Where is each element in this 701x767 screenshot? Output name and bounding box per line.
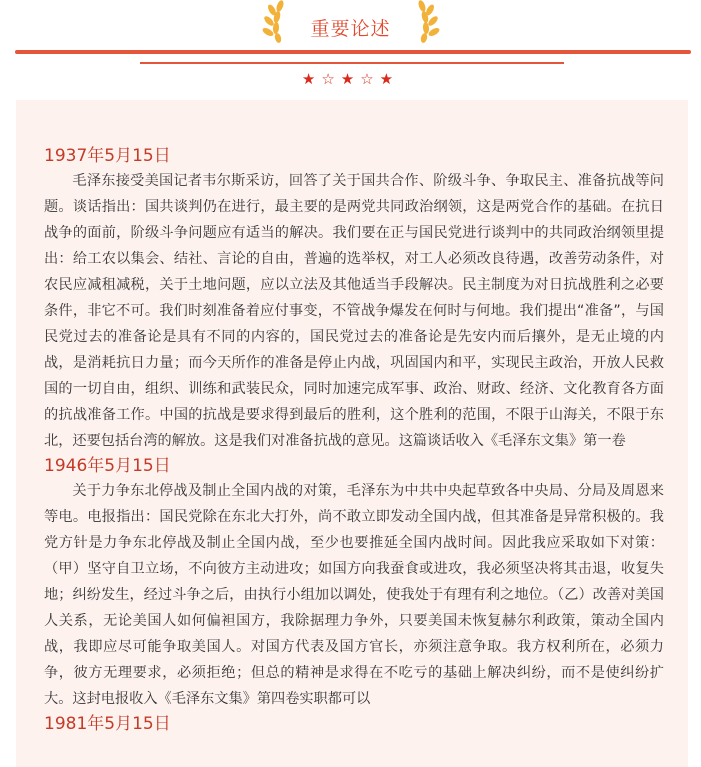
star-outline-icon: ☆	[321, 70, 341, 88]
entry-text: 关于力争东北停战及制止全国内战的对策，毛泽东为中共中央起草致各中央局、分局及周恩来等电。电报指出：国民党除在东北大打外，尚不敢立即发动全国内战，但其准备是异常积极的。我党方针是力争东北停战及制止全国内战，至少也要推延全国内战时间。因此我应采取如下对策：（甲）坚守自卫立场，不向彼方主动进攻；如国方向我蚕食或进攻，我必须坚决将其击退，收复失地；纠纷发生，经过斗争之后，由执行小组加以调处，使我处于有理有利之地位。（乙）改善对美国人关系，无论美国人如何偏袒国方，我除据理力争外，只要美国未恢复赫尔利政策，策动全国内战，我即应尽可能争取美国人。对国方代表及国方官长，亦须注意争取。我方权利所在，必须力争，彼方无理要求，必须拒绝；但总的精神是求得在不吃亏的基础上解决纠纷，而不是使纠纷扩大。这封电报收入《毛泽东文集》第四卷实职都可以	[44, 483, 664, 707]
star-filled-icon: ★	[301, 70, 322, 88]
header-thin-divider	[140, 62, 564, 64]
section-header	[0, 0, 701, 100]
timeline-entry	[16, 712, 688, 736]
entry-date: 1981年5月15日	[44, 714, 171, 734]
timeline-entry	[16, 454, 688, 712]
entry-date: 1937年5月15日	[44, 146, 171, 166]
star-filled-icon: ★	[340, 70, 361, 88]
star-rating-decoration	[0, 70, 701, 88]
entry-text: 毛泽东接受美国记者韦尔斯采访，回答了关于国共合作、阶级斗争、争取民主、准备抗战等问题。谈话指出：国共谈判仍在进行，最主要的是两党共同政治纲领，这是两党合作的基础。在抗日战争的面前，阶级斗争问题应有适当的解决。我们要在正与国民党进行谈判中的共同政治纲领里提出：给工农以集会、结社、言论的自由，普遍的选举权，对工人必须改良待遇，改善劳动条件，对农民应减租减税，关于土地问题，应以立法及其他适当手段解决。民主制度为对日抗战胜利之必要条件，非它不可。我们时刻准备着应付事变，不管战争爆发在何时与何地。我们提出“准备”，与国民党过去的准备论是具有不同的内容的，国民党过去的准备论是先安内而后攘外，是无止境的内战，是消耗抗日力量；而今天所作的准备是停止内战，巩固国内和平，实现民主政治，开放人民救国的一切自由，组织、训练和武装民众，同时加速完成军事、政治、财政、经济、文化教育各方面的抗战准备工作。中国的抗战是要求得到最后的胜利，这个胜利的范围，不限于山海关，不限于东北，还要包括台湾的解放。这是我们对准备抗战的意见。这篇谈话收入《毛泽东文集》第一卷	[44, 173, 664, 449]
star-outline-icon: ☆	[360, 70, 380, 88]
header-thick-divider	[15, 50, 691, 54]
entry-date: 1946年5月15日	[44, 456, 171, 476]
section-title: 重要论述	[310, 18, 391, 40]
star-filled-icon: ★	[379, 70, 400, 88]
article-body	[16, 100, 688, 767]
timeline-entry	[16, 100, 688, 454]
